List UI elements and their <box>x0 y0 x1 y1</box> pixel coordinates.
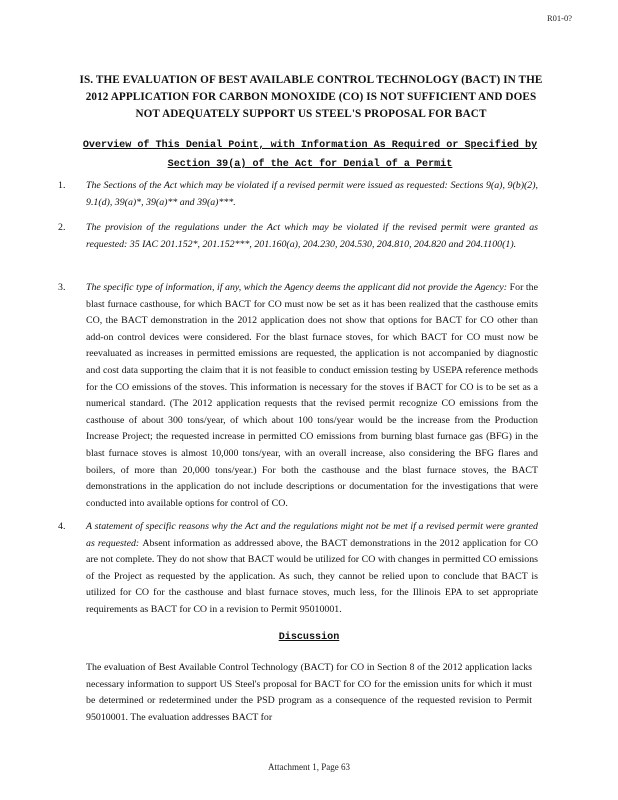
item-text: For the blast furnace casthouse, for which BACT for CO must now be set as it has been realized that the casthouse emits CO, the BACT demonstration in the 2012 application does not show that options for BACT for CO other than add-on control devices were considered. For the blast furnace stoves, for which BACT for CO must now be reevaluated as increases in permitted emissions are requested, the application is not accompanied by diagnostic and cost data supporting the claim that it is not feasible to conduct emission testing by USEPA reference methods for the CO emissions of the stoves. This information is necessary for the stoves if BACT for CO is to be set as a numerical standard. (The 2012 application requests that the revised permit recognize CO emissions from the casthouse of about 300 tons/year, of which about 100 tons/year would be the increase from the Production Increase Project; the requested increase in permitted CO emissions from burning blast furnace gas (BFG) in the blast furnace stoves is almost 10,000 tons/year, with an overall increase, also considering the BFG flares and boilers, of more than 20,000 tons/year.) For both the casthouse and the blast furnace stoves, the BACT demonstrations in the application do not include descriptions or documentation for the investigations that were conducted into available options for control of CO. <box>86 282 538 509</box>
discussion-heading: Discussion <box>278 632 340 643</box>
item-body <box>86 280 538 512</box>
item-number: 4. <box>58 521 66 532</box>
page-footer: Attachment 1, Page 63 <box>268 762 350 772</box>
item-number: 1. <box>58 180 66 191</box>
list-item <box>58 178 538 211</box>
page-id: R01-0? <box>546 13 572 23</box>
list-item <box>58 220 538 253</box>
overview-heading: Overview of This Denial Point, with Information As Required or Specified by Section 39(a) of the Act for Denial of a Permit <box>82 140 538 170</box>
item-lead: A statement of specific reasons why the Act and the regulations might not be met if a revised permit were granted as requested: <box>86 521 538 549</box>
list-item <box>58 280 538 512</box>
item-body <box>86 519 538 619</box>
item-body <box>86 178 538 211</box>
item-lead: The provision of the regulations under the Act which may be violated if the revised permit were granted as requested: 35 IAC 201.152*, 201.152***, 201.160(a), 204.230, 204.530, 204.810, 204.820 and 204.1100(1). <box>86 222 538 250</box>
item-number: 3. <box>58 282 66 293</box>
item-text: Absent information as addressed above, the BACT demonstrations in the 2012 application for CO are not complete. They do not show that BACT would be utilized for CO with changes in permitted CO emissions of the Project as requested by the application. As such, they cannot be relied upon to conclude that BACT is utilized for CO for the casthouse and blast furnace stoves, much less, for the Illinois EPA to set appropriate requirements as BACT for CO in a revision to Permit 95010001. <box>86 537 538 615</box>
item-number: 2. <box>58 222 66 233</box>
list-item <box>58 519 538 619</box>
item-body <box>86 220 538 253</box>
discussion-paragraph: The evaluation of Best Available Control Technology (BACT) for CO in Section 8 of the 2012 application lacks necessary information to support US Steel's proposal for BACT for CO for the emission units for which it must be determined or redetermined under the PSD program as a consequence of the requested revision to Permit 95010001. The evaluation addresses BACT for <box>86 662 532 723</box>
item-lead: The specific type of information, if any, which the Agency deems the applicant did not provide the Agency: <box>86 282 510 293</box>
section-heading: IS. THE EVALUATION OF BEST AVAILABLE CONTROL TECHNOLOGY (BACT) IN THE 2012 APPLICATION FOR CARBON MONOXIDE (CO) IS NOT SUFFICIENT AND DOES NOT ADEQUATELY SUPPORT US STEEL'S PROPOSAL FOR BACT <box>79 74 543 120</box>
item-lead: The Sections of the Act which may be violated if a revised permit were issued as requested: Sections 9(a), 9(b)(2), 9.1(d), 39(a)*, 39(a)** and 39(a)***. <box>86 180 538 208</box>
